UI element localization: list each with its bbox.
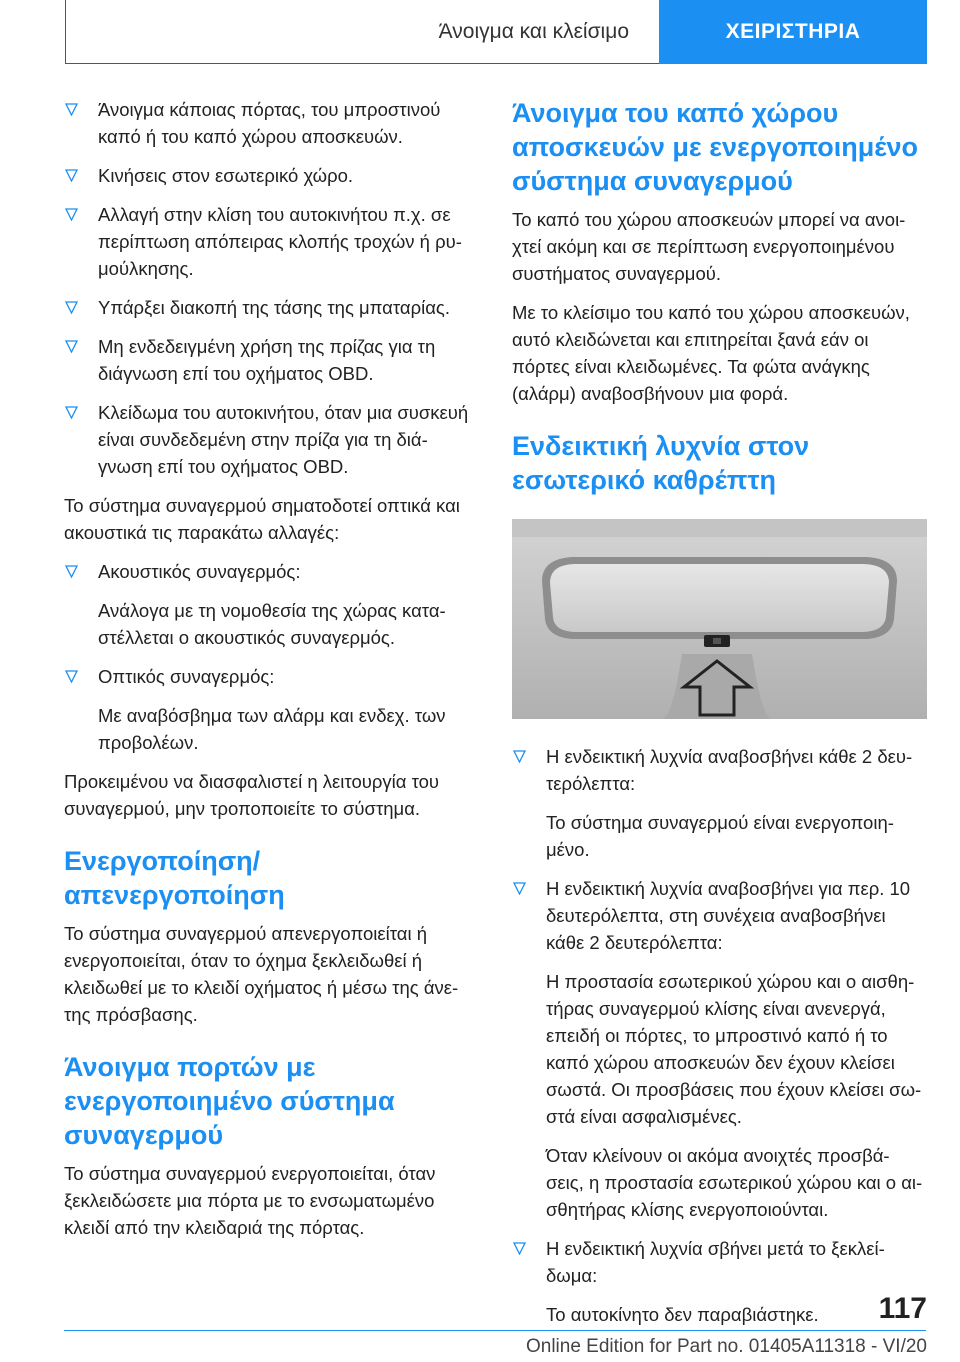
rear-view-mirror-illustration	[512, 519, 927, 719]
list-item	[64, 162, 479, 189]
triangle-bullet-icon	[513, 1242, 526, 1255]
paragraph: Με το κλείσιμο του καπό του χώρου αποσκευών, αυτό κλειδώνεται και επιτηρείται ξανά εάν οι πόρτες είναι κλειδωμένες. Τα φώτα ανάγκης (αλάρμ) αναβοσβήνουν μια φορά.	[512, 302, 910, 404]
list-item	[512, 1235, 927, 1289]
chapter-tab[interactable]: ΧΕΙΡΙΣΤΗΡΙΑ	[659, 0, 927, 64]
right-column	[512, 96, 927, 1340]
triangle-bullet-icon	[65, 208, 78, 221]
list-item-detail: Με αναβόσβημα των αλάρμ και ενδεχ. των προβολέων.	[98, 705, 446, 753]
heading-activation: Ενεργοποίηση/απενεργοποίηση	[64, 846, 285, 910]
triangle-bullet-icon	[65, 103, 78, 116]
list-item-text: Μη ενδεδειγμένη χρήση της πρίζας για τη διάγνωση επί του οχήματος OBD.	[98, 336, 436, 384]
triangle-bullet-icon	[65, 169, 78, 182]
list-item-text: Η ενδεικτική λυχνία σβήνει μετά το ξεκλεί-δωμα:	[546, 1238, 885, 1286]
paragraph: Το σύστημα συναγερμού απενεργοποιείται ή ενεργοποιείται, όταν το όχημα ξεκλειδωθεί ή κλειδωθεί με το κλειδί οχήματος ή μέσω της άνε-της πρόσβασης.	[64, 923, 459, 1025]
section-title: Άνοιγμα και κλείσιμο	[438, 20, 629, 43]
page-number: 117	[878, 1292, 927, 1325]
list-item-detail: Ανάλογα με τη νομοθεσία της χώρας κατα-στέλλεται ο ακουστικός συναγερμός.	[98, 600, 446, 648]
paragraph: Προκειμένου να διασφαλιστεί η λειτουργία του συναγερμού, μην τροποποιείτε το σύστημα.	[64, 771, 440, 819]
list-item	[512, 875, 927, 956]
triangle-bullet-icon	[513, 882, 526, 895]
list-item	[64, 663, 479, 690]
paragraph: Το σύστημα συναγερμού σηματοδοτεί οπτικά και ακουστικά τις παρακάτω αλλαγές:	[64, 495, 460, 543]
list-item	[512, 743, 927, 797]
triangle-bullet-icon	[65, 301, 78, 314]
list-item-text: Οπτικός συναγερμός:	[98, 666, 275, 687]
heading-trunk: Άνοιγμα του καπό χώρου αποσκευών με ενεργοποιημένο σύστημα συναγερμού	[512, 98, 918, 196]
list-item-text: Η ενδεικτική λυχνία αναβοσβήνει για περ. 10 δευτερόλεπτα, στη συνέχεια αναβοσβήνει κάθε 2 δευτερόλεπτα:	[546, 878, 911, 953]
triangle-bullet-icon	[65, 406, 78, 419]
edition-note: Online Edition for Part no. 01405A11318 - VI/20	[525, 1336, 927, 1357]
list-item-detail: Όταν κλείνουν οι ακόμα ανοιχτές προσβά-σεις, η προστασία εσωτερικού χώρου και ο αι-σθητήρας κλίσης ενεργοποιούνται.	[546, 1145, 923, 1220]
triangle-bullet-icon	[65, 670, 78, 683]
list-item	[64, 333, 479, 387]
list-item	[64, 294, 479, 321]
list-item-text: Αλλαγή στην κλίση του αυτοκινήτου π.χ. σε περίπτωση απόπειρας κλοπής τροχών ή ρυ-μούλκησης.	[98, 204, 462, 279]
list-item	[64, 558, 479, 585]
list-item-detail: Το σύστημα συναγερμού είναι ενεργοποιη-μένο.	[546, 812, 894, 860]
list-item	[64, 399, 479, 480]
paragraph: Το σύστημα συναγερμού ενεργοποιείται, όταν ξεκλειδώσετε μια πόρτα με το ενσωματωμένο κλειδί από την κλειδαριά της πόρτας.	[64, 1163, 436, 1238]
list-item-text: Κινήσεις στον εσωτερικό χώρο.	[98, 165, 354, 186]
list-item-text: Άνοιγμα κάποιας πόρτας, του μπροστινού καπό ή του καπό χώρου αποσκευών.	[98, 99, 441, 147]
heading-indicator-lamp: Ενδεικτική λυχνία στον εσωτερικό καθρέπτη	[512, 431, 810, 495]
triangle-bullet-icon	[513, 750, 526, 763]
paragraph: Το καπό του χώρου αποσκευών μπορεί να ανοι-χτεί ακόμη και σε περίπτωση ενεργοποιημένου συστήματος συναγερμού.	[512, 209, 906, 284]
heading-doors: Άνοιγμα πορτών με ενεργοποιημένο σύστημα συναγερμού	[64, 1052, 395, 1150]
footer-divider	[64, 1330, 926, 1331]
triangle-bullet-icon	[65, 565, 78, 578]
list-item-detail: Η προστασία εσωτερικού χώρου και ο αισθη-τήρας συναγερμού κλίσης είναι ανενεργά, επειδή οι πόρτες, το μπροστινό καπό ή το καπό χώρου αποσκευών δεν έχουν κλείσει σωστά. Οι προσβάσεις που έχουν κλείσει σω-στά είναι ασφαλισμένες.	[546, 971, 922, 1127]
list-item	[64, 201, 479, 282]
list-item-text: Ακουστικός συναγερμός:	[98, 561, 301, 582]
list-item-text: Κλείδωμα του αυτοκινήτου, όταν μια συσκευή είναι συνδεδεμένη στην πρίζα για τη διά-γνωση επί του οχήματος OBD.	[98, 402, 469, 477]
list-item	[64, 96, 479, 150]
list-item-detail: Το αυτοκίνητο δεν παραβιάστηκε.	[546, 1304, 819, 1325]
left-column	[64, 96, 479, 1253]
triangle-bullet-icon	[65, 340, 78, 353]
list-item-text: Υπάρξει διακοπή της τάσης της μπαταρίας.	[98, 297, 450, 318]
list-item-text: Η ενδεικτική λυχνία αναβοσβήνει κάθε 2 δευ-τερόλεπτα:	[546, 746, 913, 794]
